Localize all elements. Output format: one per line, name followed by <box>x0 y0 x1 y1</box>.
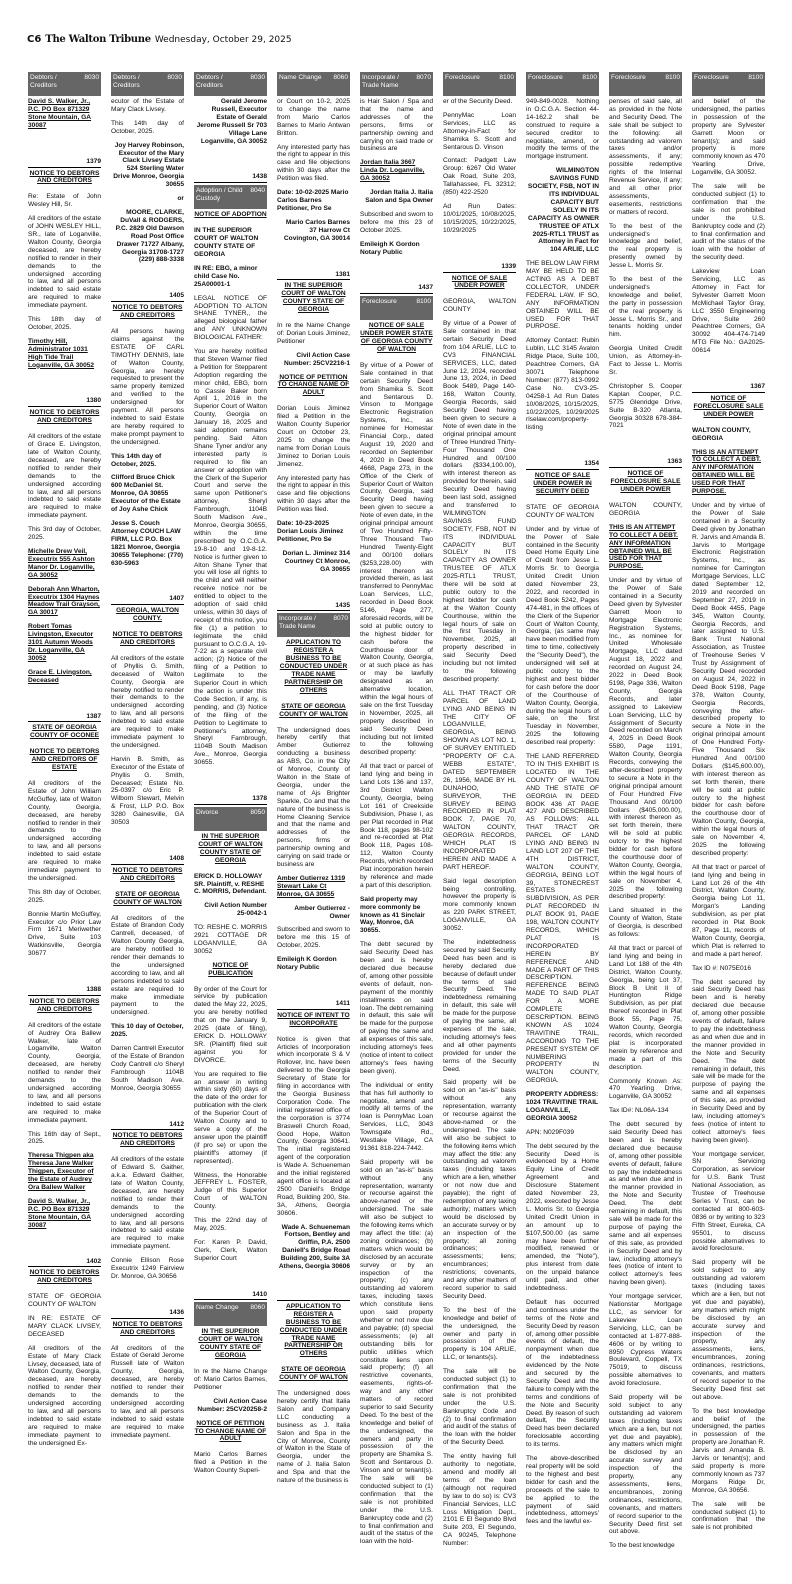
notice-paragraph: All creditors of the estate of Edward S. Gaither, a.k.a. Edward Gaither, late of Walton County, deceased, are hereby notified to render their demands to the undersigned according to law, and all persons indebted to said estate are required to make immediate payment. <box>111 1156 184 1251</box>
category-code: 8100 <box>665 74 680 81</box>
notice-paragraph: The undersigned does hereby certify that Italia Salon and Company LLC conducting a business as J. Italia Salon and Spa in the City of Monroe, County of Walton in the State of Georgia, under the name of J. Italia Salon and Spa and that the nature of the business is <box>277 1390 350 1485</box>
notice-signature: Jordan Italia J. Italia Salon and Spa Owner <box>365 189 433 204</box>
notice-paragraph: All creditors of the Estate of Brandon Cody Cantrell, deceased, of Walton County Georgia, are hereby notified to render their demands to the undersigned according to law, and all persons indebted to said estate are required to make immediate payment to the undersigned. <box>111 914 184 1017</box>
notice-paragraph: Ad Run Dates: 10/01/2025, 10/08/2025, 10/15/2025, 10/22/2025, 10/29/2025 <box>443 202 516 234</box>
column-4 <box>277 72 350 1577</box>
notice-paragraph: All creditors of the Estate of Mary Clack Livsey, deceased, late of Walton County, Georgia, deceased, are hereby notified to render their demands to the undersigned according to law, and all persons indebted to said estate are required to make immediate payment to the undersigned Ex- <box>28 1344 101 1447</box>
notice-paragraph: APN: N029F039 <box>526 1128 575 1136</box>
notice-paragraph: Dorian Louis Jiminez filed a Petition in the Walton County Superior Court on October 23, 2025 to change the name from Dorian Louis Jiminez to Dorian Louis Jimenez. <box>277 405 350 468</box>
notice-title: APPLICATION TO REGISTER A BUSINESS TO BE CONDUCTED UNDER TRADE NAME PARTNERSHIP OR OTHERS <box>279 639 348 694</box>
notice-title: NOTICE TO DEBTORS AND CREDITORS <box>112 866 183 882</box>
category-header <box>277 613 350 637</box>
notice-paragraph: Lakeview Loan Servicing, LLC as Attorney in Fact for Sylvester Garrett Moon McMichael Taylor Gray, LLC 3550 Engineering Drive, Suite 260 Peachtree Corners, GA 30092 404-474-7149 MTG File No.: GA2025-00614 <box>692 268 765 355</box>
ad-number: 1388 <box>28 986 101 996</box>
ad-number: 1354 <box>526 460 599 470</box>
notice-paragraph: The sale will be conducted subject (1) to confirmation that the sale is not prohibited under the U.S. Bankruptcy code and (2) to final confirmation and audit of the status of the loan with the holder of the security deed. <box>692 183 765 262</box>
notice-signature: MOORE, CLARKE, DuVall & RODGERS, P.C. 2829 Old Dawson Road Post Office Drawer 71727 Albany, Georgia 31708-1727 (229) 888-3338 <box>115 208 184 264</box>
column-6 <box>443 72 516 1577</box>
category-header <box>194 1302 267 1326</box>
notice-paragraph: Connie Ellison Rose Executrix 1249 Fairview Dr. Monroe, GA 30656 <box>111 1257 184 1280</box>
notice-title: NOTICE TO DEBTORS AND CREDITORS OF ESTATE <box>29 748 100 772</box>
category-label: Foreclosure <box>528 74 563 81</box>
notice-bold-text: Jesse S. Couch Attorney COUCH LAW FIRM, LLC P.O. Box 1821 Monroe, Georgia 30655 Telephone: (770) 630-5963 <box>111 519 184 567</box>
ad-number: 1411 <box>277 1000 350 1010</box>
notice-paragraph: penses of said sale, all as provided in the Note and Security Deed. The sale shall be subject to the following: all outstanding ad valorem taxes and/or assessments, if any; possible redemptive rights of the Internal Revenue Service, if any; and all other prior assessments, easements, restrictions or matters of record. <box>609 98 682 216</box>
notice-title: NOTICE TO DEBTORS AND CREDITORS <box>29 409 100 425</box>
notice-paragraph: Said property will be sold subject to any outstanding ad valorem taxes (including taxes which are a lien, but not yet due and payable), any matters which might be disclosed by an accurate survey and inspection of the property, any assessments, liens, encumbrances, zoning ordinances, restrictions, covenants, and matters of record superior to the Security Deed first set out above. <box>692 1259 765 1401</box>
notice-bold-text: IN RE: EBG, a minor child Case No. 25A00001-1 <box>194 264 258 288</box>
notice-signature: or <box>177 195 184 203</box>
notice-paragraph: All that tract or parcel of land lying and being in Land Lots 136 and 137, 3rd District Walton County, Georgia, being Lot 161 of Creekside Subdivision, Phase I, as per Plat recorded in Plat Book 118, pages 98-102 and re-recorded at Plat Book 118, Pages 108-112, Walton County Records, which recorded Plat incorporation herein by reference and made a part of this description. <box>360 763 433 889</box>
notice-paragraph: Contact: Padgett Law Group: 6267 Old Water Oak Road, Suite 203, Tallahassee, FL 32312; (850) 422-2520 <box>443 157 516 197</box>
notice-title: NOTICE TO DEBTORS AND CREDITORS <box>112 1320 183 1336</box>
notice-title: NOTICE OF SALE UNDER POWER <box>451 274 508 290</box>
notice-paragraph: You are hereby notified that Steven Warner filed a Petition for Stepparent Adoption regarding the minor child, EBG, born to Cassie Baker born April 1, 2016 in the Superior Court of Walton County, Georgia on January 16, 2025 and said adoption remains pending. Said Alton Shane Tyner and/or any interested party is required to file an answer or adoption with the Clerk of the Superior Court and serve the same upon Petitioner's attorney, Sheryl Farnbrough, 1104B South Madison Ave., Monroe, Georgia 30655, within the time prescribed by O.C.G.A. 19-8-10 and 19-8-12. Notice is further given to Alton Shane Tyner that you will lose all rights to the child and will neither receive notice nor be entitled to object to the adoption of said child unless, within 30 days of receipt of this notice, you file (1) a petition to legitimate the child pursuant to O.C.G.A. 19-7-22 as a separate civil action; (2) Notice of the filing of a Petition to Legitimate to the Superior Court in which the action is under this Code Section, if any, is pending, and (3) Notice of the filing of the Petition to Legitimate to Petitioner's attorney, Sheryl Farnbrough, 1104B South Madison Ave., Monroe, Georgia 30655. <box>194 348 267 767</box>
notice-underlined-text: Amber Gutierrez 1319 Stewart Lake Ct Monroe, GA 30655 <box>277 874 346 898</box>
category-header <box>692 72 765 96</box>
notice-paragraph: By virtue of a Power of Sale contained in that certain Security Deed from Shamika S. Scott and Sentarous D. Vinson to Mortgage Electronic Registration Systems, Inc., as nominee for Homestar Financial Corp., dated August 19, 2020 and recorded on September 4, 2020 in Deed Book 4668, Page 273, in the Office of the Clerk of Superior Court of Walton County, Georgia, said Security Deed having been given to secure a Note of even date, in the original principal amount of Two Hundred Fifty-Three Thousand Two Hundred Twenty-Eight and 00/100 dollars ($253,228.00) with interest thereon as provided therein, as last transferred to PennyMac Loan Services, LLC, recorded in Deed Book 5146, Page 277, aforesaid records, will be sold at public outcry to the highest bidder for cash before the Courthouse door of Walton County, Georgia, or at such place as has or may be lawfully designated as an alternative location, within the legal hours of sale on the first Tuesday in November, 2025, all property described in said Security Deed including but not limited to the following described property: <box>360 361 433 757</box>
category-header <box>609 72 682 96</box>
notice-paragraph: ALL THAT TRACT OR PARCEL OF LAND LYING AND BEING IN THE CITY OF LOGANVILLE, GEORGIA, BEING SHOWN AS LOT NO. 1, OF SURVEY ENTITLED "PROPERTY OF C.A. WEBB ESTATE", DATED SEPTEMBER 26, 1956, MADE BY HL DUNAHOO, SURVEYOR, THE SURVEY BEING RECORDED IN PLAT BOOK 7, PAGE 70, WALTON COUNTY, GEORGIA RECORDS, WHICH PLAT IS INCORPORATED HEREIN AND MADE A PART HEREOF. <box>443 689 516 871</box>
notice-bold-text: ERICK D. HOLLOWAY SR. Plaintiff, v. RESHE C. MORRIS, Defendant. <box>194 872 267 896</box>
column-9 <box>692 72 765 1577</box>
category-code: 8060 <box>250 1304 265 1312</box>
newspaper-logo: The Walton Tribune <box>45 34 151 45</box>
notice-paragraph: is Hair Salon / Spa and that the name and addresses of the persons, firms or partnership owning and carrying on said trade or business are <box>360 98 433 153</box>
legal-notices-columns <box>28 72 770 1577</box>
notice-title: NOTICE OF PETITION TO CHANGE NAME OF ADULT <box>277 373 350 397</box>
category-code: 8100 <box>499 74 514 81</box>
notice-signature: Civil Action Case Number: 25CV20258-2 <box>197 1397 267 1413</box>
notice-paragraph: Tax ID#: NL06A-134 <box>609 1107 669 1115</box>
notice-underlined-text: David S. Walker, Jr., P.C. PO Box 871329 Stone Mountain, GA 30087 <box>28 1197 92 1229</box>
notice-paragraph: All creditors of the estate of Grace E. Livingston, late of Walton County, deceased, are hereby notified to render their demands to the undersigned according to law, and all persons indebted to said estate are required to make immediate payment. <box>28 433 101 520</box>
notice-title: NOTICE OF PUBLICATION <box>208 961 253 977</box>
category-label: Incorporate / Trade Name <box>279 615 317 631</box>
notice-underlined-text: Theresa Thigpen aka Theresa Jane Walker Thigpen, Executor of the Estate of Audrey Ora Ballew Walker <box>28 1152 94 1191</box>
category-label: Name Change <box>196 1304 239 1312</box>
notice-paragraph: The above-described real property will be sold to the highest and best bidder for cash and the proceeds of the sale to be applied to the payment of said indebtedness, attorneys' fees and the lawful ex- <box>526 1455 599 1526</box>
notice-paragraph: All creditors of the Estate of Gerald Jerome Russell late of Walton County, Georgia, deceased, are hereby notified to render their demands to the undersigned according to law, and all persons indebted to said estate are required to make immediate payment. <box>111 1344 184 1439</box>
notice-paragraph: IN RE: ESTATE OF MARY CLACK LIVSEY, DECEASED <box>28 1315 101 1338</box>
notice-title: NOTICE OF PETITION TO CHANGE NAME OF ADULT <box>194 1419 267 1443</box>
notice-paragraph: To the best knowledge and belief of the undersigned, the parties in possession of the property are Jonathan R. Jarvis and Amanda B. Jarvis or tenant(s); and said property is more commonly known as 737 Morgans Ridge Dr, Monroe, GA 30656. <box>692 1407 765 1494</box>
notice-paragraph: Notice is given that Articles of Incorporation which incorporate S & V Rollover, Inc. have been delivered to the Georgia Secretary of State for filing in accordance with the Georgia Business Corporation Code. The initial registered office of the corporation is 3774 Braswell Church Road, Good Hope, Walton County, Georgia 30641. The initial registered agent of the corporation is Wade A. Schueneman and the initial registered agent office is located at 2500 Daniell's Bridge Road, Building 200, Ste. 3A, Athens, Georgia 30606. <box>277 1035 350 1217</box>
notice-title: NOTICE TO DEBTORS AND CREDITORS <box>112 631 183 647</box>
notice-title: NOTICE OF FORECLOSURE SALE UNDER POWER <box>693 395 764 418</box>
notice-title: IN THE SUPERIOR COURT OF WALTON COUNTY STATE OF GEORGIA <box>198 1328 263 1360</box>
notice-paragraph: The sale will be conducted subject (1) to confirmation that the sale is not prohibited <box>692 1500 765 1532</box>
notice-paragraph: Any interested party has the right to appear in this case and file objections within 30 days after the Petition was filed. <box>277 474 350 514</box>
notice-paragraph: Attorney Contact: Rubin Lublin, LLC 3145 Avalon Ridge Place, Suite 100, Peachtree Corners, GA 30071 Telephone Number: (877) 813-0992 Case No. CV3-25-04258-1 Ad Run Dates 10/08/2025, 10/15/2025, 10/22/2025, 10/29/2025 rlselaw.com/property-listing <box>526 337 599 432</box>
notice-paragraph: THE BELOW LAW FIRM MAY BE HELD TO BE ACTING AS A DEBT COLLECTOR, UNDER FEDERAL LAW. IF SO, ANY INFORMATION OBTAINED WILL BE USED FOR THAT PURPOSE. <box>526 260 599 331</box>
ad-number: 1438 <box>194 173 267 183</box>
notice-paragraph: er of the Security Deed. <box>443 98 513 105</box>
notice-paragraph: or Court on 10-2, 2025 to change the name from Mario Carlos Barnes to Mario Antwan Britton. <box>277 98 350 137</box>
category-label: Debtors / Creditors <box>196 74 223 89</box>
category-code: 8040 <box>250 187 265 195</box>
ad-number: 1378 <box>194 795 267 805</box>
notice-paragraph: Said property will be sold on an "as-is" basis without any representation, warranty or recourse against the above-named or the undersigned. The sale will also be subject to the following items which may affect the title: any outstanding ad valorem taxes (including taxes which are a lien, whether or not now due and payable); the right of redemption of any taxing authority; matters which would be disclosed by an accurate survey or by an inspection of the property; all zoning ordinances; assessments; liens; encumbrances; restrictions; covenants, and any other matters of record superior to said Security Deed. <box>443 1079 516 1300</box>
category-header <box>360 296 433 320</box>
notice-title: NOTICE OF SALE UNDER POWER IN SECURITY DEED <box>533 472 592 495</box>
notice-title: STATE OF GEORGIA COUNTY OF OCONEE <box>29 724 100 740</box>
notice-paragraph: ecutor of the Estate of Mary Clack Livsey. <box>111 98 184 113</box>
notice-paragraph: LEGAL NOTICE OF ADOPTION TO ALTON SHANE TYNER,, the alleged biological father and ANY UNKNOWN BIOLOGICAL FATHER: <box>194 294 267 342</box>
notice-paragraph: In re the Name Change of: Mario Carlos Barnes, Petitioner <box>194 1368 267 1391</box>
notice-signature: Joy Harvey Robinson, Executor of the Mary Clack Livsey Estate 524 Sterling Water Drive Monroe, Georgia 30655 <box>113 141 184 189</box>
notice-paragraph: WALTON COUNTY, GEORGIA <box>609 501 682 517</box>
notice-paragraph: Said legal description being controlling, however the property is more commonly known as 220 PARK STREET, LOGANVILLE, GA 30052. <box>443 877 516 933</box>
category-header <box>194 807 267 831</box>
notice-paragraph: The sale will be conducted subject (1) to confirmation that the sale is not prohibited under the U.S. Bankruptcy Code and (2) to final confirmation and audit of the status of the loan with the holder of the Security Deed. <box>443 1368 516 1447</box>
notice-paragraph: This 18th day of October, 2025. <box>28 316 101 331</box>
category-header <box>28 72 101 96</box>
notice-paragraph: PennyMac Loan Services, LLC as Attorney-in-Fact for Shamika S. Scott and Sentarous D. Vinson <box>443 111 516 151</box>
notice-underlined-text: THIS IS AN ATTEMPT TO COLLECT A DEBT. ANY INFORMATION OBTAINED WILL BE USED FOR THAT PURPOSE. <box>692 448 761 496</box>
category-label: Debtors / Creditors <box>113 74 140 89</box>
notice-signature: Gerald Jerome Russell, Executor Estate of Gerald Jerome Russell Sr 703 Village Lane Loganville, GA 30052 <box>196 98 267 145</box>
column-2 <box>111 72 184 1577</box>
notice-paragraph: This 16th day of Sept., 2025. <box>28 1130 101 1146</box>
notice-paragraph: Land situated in the County of Walton, State of Georgia, is described as follows: <box>609 907 682 939</box>
category-label: Name Change <box>279 74 322 81</box>
notice-underlined-text: THIS IS AN ATTEMPT TO COLLECT A DEBT. ANY INFORMATION OBTAINED WILL BE USED FOR THAT PURPOSE. <box>609 523 678 571</box>
notice-paragraph: You are required to file an answer in writing within sixty (60) days of the date of the order for publication with the clerk of the Superior Court of Walton County and to serve a copy of the answer upon the plaintiff (if pro se) or upon the plaintiff's attorney (if represented). <box>194 1070 267 1165</box>
notice-underlined-text: Jordan Italia 3667 Linda Dr. Loganville, GA 30052 <box>360 159 425 183</box>
notice-paragraph: All that tract or parcel of land lying and being in Land Lot 188 of the 4th District, Walton County, Georgia, being Lot 37, Block B Unit II of Huntington Ridge Subdivision, as per plat thereof recorded in Plat Book 55, Page 75, Walton County, Georgia records, which recorded plat is incorporated herein by reference and made a part of this description. <box>609 945 682 1071</box>
notice-paragraph: All that tract or parcel of land lying and being in Land Lot 26 of the 4th District, Walton County, Georgia being Lot 11, Morgan's Landing subdivision, as per plat recorded in Plat Book 87, Page 11, records of Walton County, Georgia, which Plat is referred to and made a part hereof. <box>692 863 765 958</box>
notice-title: IN THE SUPERIOR COURT OF WALTON COUNTY STATE OF GEORGIA <box>281 282 346 314</box>
notice-paragraph: The debt secured by said Security Deed has been and is hereby declared due because of, among other possible events of default, failure to pay the indebtedness as and when due and in the manner provided in the Note and Security Deed. The debt remaining in default, this sale will be made for the purpose of paying the same and all expenses of this sale, as provided in Security Deed and by law, including attorney's fees (notice of intent to collect attorney's fees having been given). <box>609 1121 682 1287</box>
notice-title: NOTICE TO DEBTORS AND CREDITORS <box>29 997 100 1013</box>
notice-paragraph: The individual or entity that has full authority to negotiate, amend and modify all terms of the loan is PennyMac Loan Services, LLC, 3043 Townsgate Rd., Westlake Village, CA 91361 818-224-7442. <box>360 1081 433 1152</box>
notice-paragraph: All persons having claims against the ESTATE OF CARL TIMOTHY DENNIS, late of Walton County, Georgia, are hereby requested to present the same properly itemized and verified to the undersigned for payment. All persons indebted to said Estate are hereby required to make prompt payment to the undersigned. <box>111 328 184 446</box>
category-label: Adoption / Child Custody <box>196 187 243 203</box>
notice-paragraph: All creditors of the Estate of John William McGuffey, late of Walton County, Georgia, deceased, are hereby notified to render in their demands to the undersigned according to law, and all persons indebted to said estate are required to make immediate payment to the undersigned. <box>28 780 101 882</box>
notice-paragraph: Tax ID #: N075E016 <box>692 964 752 972</box>
notice-paragraph: This the 22nd day of May, 2025. <box>194 1217 267 1232</box>
notice-paragraph: To the best of the undersigned's knowledge and belief, the real property is presently owned by Jesse L. Morris Sr. <box>609 222 682 270</box>
category-label: Foreclosure <box>611 74 646 81</box>
notice-bold-text: Clifford Bruce Chick 600 McDaniel St. Monroe, GA 30655 Executor of the Estate of Joy Ashe Chick <box>111 474 181 514</box>
notice-paragraph: This 8th day of October, 2025. <box>28 888 101 904</box>
ad-number: 1405 <box>111 292 184 302</box>
notice-bold-text: Said property may more commonly be known as 41 Sinclair Way, Monroe, GA 30655. <box>360 895 425 935</box>
ad-number: 1412 <box>111 1121 184 1131</box>
notice-paragraph: Re: Estate of John Wesley Hill, Sr. <box>28 193 101 209</box>
column-7 <box>526 72 599 1577</box>
column-8 <box>609 72 682 1577</box>
notice-paragraph: Georgia United Credit Union, as Attorney-in-Fact to Jesse L. Morris Sr. <box>609 345 682 376</box>
notice-paragraph: Bonnie Martin McGuffey, Executor c/o Prior Law Firm 1671 Meriwether Drive, Suite 103 Watkinsville, Georgia 30677 <box>28 910 101 958</box>
notice-paragraph: STATE OF GEORGIA COUNTY OF WALTON <box>526 503 599 519</box>
category-label: Foreclosure <box>445 74 480 81</box>
category-label: Foreclosure <box>694 74 729 81</box>
notice-signature: Civil Action Number 25-0042-1 <box>204 902 267 918</box>
notice-underlined-text: Grace E. Livingston, Deceased <box>28 668 92 684</box>
notice-title: NOTICE TO DEBTORS AND CREDITORS <box>112 1132 183 1148</box>
ad-number: 1436 <box>111 1309 184 1319</box>
notice-signature: Wade A. Schueneman Fortson, Bentley and Griffin, P.A. 2500 Daniell's Bridge Road Building 200, Suite 3A Athens, Georgia 30606 <box>278 1223 350 1271</box>
notice-paragraph: Christopher S. Cooper Kaplan Cooper, P.C. 5775 Glenridge Drive, Suite B-320 Atlanta, Georgia 30328 678-384-7021 <box>609 382 682 430</box>
issue-date: Wednesday, October 29, 2025 <box>154 35 292 45</box>
notice-signature: Dorian L. Jiminez 314 Courtney Ct Monroe, GA 30655 <box>282 549 350 573</box>
notice-paragraph: All creditors of the estate of Audrey Ora Ballew Walker, late of Loganville, Walton County, Georgia, deceased, are hereby notified to render their demands to the undersigned according to law, and all persons indebted to said estate are required to make immediate payment. <box>28 1021 101 1124</box>
ad-number <box>277 1299 350 1301</box>
notice-title: NOTICE OF FORECLOSURE SALE UNDER POWER <box>610 470 681 494</box>
ad-number: 1435 <box>277 602 350 612</box>
category-header <box>277 72 350 96</box>
ad-number: 1437 <box>360 284 433 294</box>
notice-paragraph: 949-849-0028. Nothing in O.C.G.A. Section 44-14-162.2 shall be construed to require a secured creditor to negotiate, amend, or modify the terms of the mortgage instrument. <box>526 98 599 161</box>
masthead <box>27 34 292 50</box>
notice-paragraph: Commonly Known As: 470 Yearling Drive, Loganville, GA 30052 <box>609 1077 682 1101</box>
notice-bold-text: Date: 10-02-2025 Mario Carlos Barnes Petitioner, Pro Se <box>277 189 349 212</box>
category-code: 8050 <box>250 808 265 816</box>
category-code: 8030 <box>84 74 99 81</box>
notice-underlined-text: Michelle Drew Veil, Executrix 555 Ashton Manor Dr. Loganville, GA 30052 <box>28 547 95 579</box>
notice-underlined-text: David S. Walker, Jr., P.C. PO Box 871329 Stone Mountain, GA 30087 <box>28 98 92 129</box>
notice-paragraph: Your mortgage servicer, Nationstar Mortgage LLC, as servicer for Lakeview Loan Servicing, LLC, can be contacted at 1-877-888-4606 or by writing to 8950 Cypress Waters Boulevard, Coppell, TX 75019, to discuss possible alternatives to avoid foreclosure. <box>609 1293 682 1388</box>
notice-paragraph: Subscribed and sworn to before me this 23 of October 2025. <box>360 210 433 234</box>
notice-paragraph: This 3rd day of October, 2025. <box>28 526 101 542</box>
category-code: 8030 <box>167 74 182 81</box>
ad-number: 1402 <box>28 1258 101 1268</box>
notice-paragraph: Witness, the Honorable JEFFREY L. FOSTER, Judge of this Superior Court of WALTON County. <box>194 1171 267 1211</box>
notice-underlined-text: Deborah Ann Wharton, Executrix 1304 Haynes Meadow Trail Grayson, GA 30017 <box>28 585 100 617</box>
notice-title: NOTICE TO DEBTORS AND CREDITORS <box>29 169 100 185</box>
notice-signature: Civil Action Case Number: 25CV2216-1 <box>284 351 350 367</box>
ad-number: 1410 <box>194 1291 267 1301</box>
column-3 <box>194 72 267 1577</box>
ad-number: 1367 <box>692 383 765 393</box>
notice-bold-text: Emileigh K Gordon Notary Public <box>360 240 420 256</box>
ad-number: 1380 <box>28 397 101 407</box>
ad-number: 1408 <box>111 855 184 865</box>
notice-bold-text: WALTON COUNTY, GEORGIA <box>692 426 751 442</box>
notice-title: STATE OF GEORGIA COUNTY OF WALTON <box>279 1366 348 1382</box>
ad-number: 1381 <box>277 271 350 281</box>
notice-title: NOTICE OF INTENT TO INCORPORATE <box>277 1011 350 1027</box>
notice-underlined-text: Timothy Hill, Administrator 1031 High Tide Trail Loganville, GA 30052 <box>28 337 95 369</box>
notice-paragraph: Subscribed and sworn to before me this 15 of October, 2025. <box>277 926 350 950</box>
category-header <box>194 72 267 96</box>
notice-bold-text: This 10 day of October, 2025. <box>111 1023 184 1039</box>
notice-title: NOTICE TO DEBTORS AND CREDITORS <box>112 304 183 320</box>
category-header <box>194 185 267 209</box>
notice-paragraph: By order of the Court for service by publication dated the May 22, 2025, you are hereby notified that on the January 9, 2025 (date of filing), ERICK D. HOLLOWAY SR. (Plaintiff) filed suit against you for DIVORCE. <box>194 985 267 1064</box>
ad-number: 1387 <box>28 713 101 723</box>
notice-bold-text: IN THE SUPERIOR COURT OF WALTON COUNTY STATE OF GEORGIA <box>194 227 259 258</box>
category-code: 8070 <box>416 74 431 81</box>
column-5 <box>360 72 433 1577</box>
notice-paragraph: and belief of the undersigned, the parties in possession of the property are Sylvester Garrett Moon or tenant(s); and said property is more commonly known as 470 Yearling Drive, Loganville, GA 30052. <box>692 98 765 177</box>
notice-paragraph: Said property will be sold on an "as-is" basis without any representation, warranty or recourse against the above-named or the undersigned. The sale will also be subject to the following items which may affect the title: (a) zoning ordinances; (b) matters which would be disclosed by an accurate survey or by an inspection of the property; (c) any outstanding ad valorem taxes, including taxes which constitute liens upon said property whether or not now due and payable; (d) special assessments; (e) all outstanding bills for public utilities which constitute liens upon said property; (f) all restrictive covenants, easements, rights-of-way and any other matters of record superior to said Security Deed. To the best of the knowledge and belief of the undersigned, the owners and party in possession of the property are Shamika S. Scott and Sentarous D. Vinson and or tenant(s). The sale will be conducted subject to (1) confirmation that the sale is not prohibited under the U.S. Bankruptcy code and (2) to final confirmation and audit of the status of the loan with the hold- <box>360 1158 433 1546</box>
notice-title: NOTICE OF ADOPTION <box>194 211 267 219</box>
ad-number: 1339 <box>443 263 516 273</box>
notice-signature: Amber Gutierrez - Owner <box>294 904 350 920</box>
notice-paragraph: The indebtedness secured by said Security Deed has been and is hereby declared due because of default under the terms of said Security Deed. The indebtedness remaining in default, this sale will be made for the purpose of paying the same, all expenses of the sale, including attorney's fees and all other payments provided for under the terms of the Security Deed. <box>443 939 516 1073</box>
notice-title: STATE OF GEORGIA COUNTY OF WALTON <box>279 702 348 718</box>
notice-bold-text: PROPERTY ADDRESS: 1024 TRAVITINE TRAIL LOGANVILLE, GEORGIA 30052 <box>526 1091 599 1122</box>
notice-bold-text: This 14th day of October, 2025. <box>111 452 162 468</box>
notice-paragraph: Under and by virtue of the Power of Sale contained in a Security Deed given by Sylvester Garrett Moon to Mortgage Electronic Registration Systems, Inc., as nominee for United Wholesale Mortgage, LLC dated August 18, 2022 and recorded on August 24, 2022 in Deed Book 5198, Page 336, Walton County, Georgia Records, and later assigned to Lakeview Loan Servicing, LLC by Assignment of Security Deed recorded on March 4, 2025 in Deed Book 5580, Page 1191, Walton County, Georgia Records, conveying the after-described property to secure a Note in the original principal amount of Four Hundred Five Thousand And 00/100 Dollars ($405,000.00), with interest thereon as set forth therein, there will be sold at public outcry to the highest bidder for cash before the courthouse door of Walton County, Georgia, within the legal hours of sale on November 4, 2025 the following described property: <box>609 577 682 901</box>
notice-paragraph: Any interested party has the right to appear in this case and file objections within 30 days after the Petition was filed. <box>277 143 350 183</box>
notice-paragraph: TO: RESHE C. MORRIS 2921 COTTAGE DR LOGANVILLE, GA 30052 <box>194 924 267 955</box>
notice-title: STATE OF GEORGIA COUNTY OF WALTON <box>113 890 182 906</box>
notice-paragraph: All creditors of the estate of Phyllis G. Smith, deceased of Walton County, Georgia are hereby notified to render their demands to the undersigned according to law, and all persons indebted to said estate are required to make immediate payment to the undersigned. <box>111 654 184 749</box>
category-code: 8100 <box>416 298 431 306</box>
notice-title: NOTICE OF SALE UNDER POWER STATE OF GEORGIA COUNTY OF WALTON <box>360 322 433 354</box>
category-code: 8100 <box>748 74 763 81</box>
category-label: Divorce <box>196 808 219 816</box>
notice-paragraph: THE LAND REFERRED TO IN THIS EXHIBIT IS LOCATED IN THE COUNTY OF WALTON AND THE STATE OF GEORGIA IN DEED BOOK 436 AT PAGE 427 AND DESCRIBED AS FOLLOWS: ALL THAT TRACT OR PARCEL OF LAND LYING AND BEING IN LAND LOT 207 OF THE 4TH DISTRICT, WALTON COUNTY, GEORGIA, BEING LOT 39, STONECREST ESTATES SUBDIVISION, AS PER PLAT RECORDED IN PLAT BOOK 91, PAGE 198, WALTON COUNTY RECORDS, WHICH PLAT IS INCORPORATED HEREIN BY REFERENCE AND MADE A PART OF THIS DESCRIPTION. REFERENCE BEING MADE TO SAID PLAT FOR A MORE COMPLETE DESCRIPTION. BEING KNOWN AS 1024 TRAVITINE TRAIL, ACCORDING TO THE PRESENT SYSTEM OF NUMBERING PROPERTY IN WALTON COUNTY, GEORGIA. <box>526 753 599 1085</box>
notice-paragraph: To the best of the undersigned's knowledge and belief, the party in possession of the real property is Jesse L. Morris Sr., and tenants holding under him. <box>609 276 682 339</box>
category-label: Foreclosure <box>362 298 397 306</box>
ad-number: 1407 <box>111 595 184 605</box>
notice-paragraph: The entity having full authority to negotiate, amend and modify all terms of the loan (although not required by law to do so) is: CV3 Financial Services, LLC Loss Mitigation Dept., 2101 E El Segundo Blvd Suite 203, El Segundo, CA 90245, Telephone Number: <box>443 1453 516 1548</box>
notice-paragraph: Mario Carlos Barnes filed a Petition in the Walton County Superi- <box>194 1451 267 1475</box>
category-code: 8070 <box>333 615 348 623</box>
notice-title: NOTICE TO DEBTORS AND CREDITORS <box>29 1269 100 1285</box>
category-code: 8030 <box>250 74 265 81</box>
notice-paragraph: Your mortgage servicer, SN Servicing Corporation, as servicer for U.S. Bank Trust National Association, as Trustee of Treehouse Series V Trust, can be contacted at 800-603-0836 or by writing to 323 Fifth Street, Eureka, CA 95501, to discuss possible alternatives to avoid foreclosure. <box>692 1150 765 1253</box>
category-code: 8100 <box>582 74 597 81</box>
notice-paragraph: GEORGIA, WALTON COUNTY <box>443 298 516 314</box>
notice-paragraph: Under and by virtue of the Power of Sale contained in the Security Deed Home Equity Line of Credit from Jesse L. Morris Sr. to Georgia United Credit Union dated November 23, 2022, and recorded in Deed Book 5242, Pages 474-481, in the offices of the Clerk of the Superior Court of Walton County, Georgia, (as same may have been modified from time to time, collectively the "Security Deed"), the undersigned will sell at public outcry to the highest and best bidder for cash before the door of the Courthouse of Walton County, Georgia, during the legal hours of sale, on the first Tuesday in November, 2025 the following described real property: <box>526 525 599 747</box>
notice-paragraph: To the best knowledge <box>609 1542 675 1550</box>
notice-bold-text: Emileigh K Gordon Notary Public <box>277 956 337 972</box>
notice-bold-text: Date: 10-23-2025 Dorian Louis Jiminez Petitioner, Pro Se <box>277 520 344 543</box>
page-number: C6 <box>27 34 42 45</box>
notice-paragraph: All creditors of the estate of JOHN WESLEY HILL, SR., late of Loganville, Walton County, Georgia deceased, are hereby notified to render in their demands to the undersigned according to law, and all persons indebted to said estate are required to make immediate payment. <box>28 215 101 310</box>
category-label: Debtors / Creditors <box>30 74 57 89</box>
notice-paragraph: Default has occurred and continues under the terms of the Note and Security Deed by reason of, among other possible events of default, the nonpayment when due of the indebtedness evidenced by the Note and secured by the Security Deed and the failure to comply with the terms and conditions of the Note and Security Deed. By reason of such default, the Security Deed has been declared foreclosable according to its terms. <box>526 1298 599 1449</box>
notice-paragraph: The undersigned does hereby certify that Amber Gutierrez conducting a business as ABS, Co. in the City of Monroe, County of Walton in the State of Georgia, under the name of Ajs Brighter Sparkle, Co and that the nature of the business is Home Cleaning Service and that the name and addresses of the persons, firms or partnership owning and carrying on said trade or business are <box>277 726 350 868</box>
notice-paragraph: Said property will be sold subject to any outstanding ad valorem taxes (including taxes which are a lien, but not yet due and payable), any matters which might be disclosed by an accurate survey and inspection of the property, any assessments, liens, encumbrances, zoning ordinances, restrictions, covenants, and matters of record superior to the Security Deed first set out above. <box>609 1394 682 1536</box>
notice-paragraph: STATE OF GEORGIA COUNTY OF WALTON <box>28 1293 101 1309</box>
notice-paragraph: For: Karen P. David, Clerk, Clerk, Walton Superior Court <box>194 1238 267 1262</box>
notice-paragraph: This 14th day of October, 2025. <box>111 119 184 135</box>
notice-paragraph: Harvin B. Smith, as Executor of the Estate of Phyllis G. Smith, Deceased; Estate No. 25-0397 c/o Eric P. Wilborn Stewart, Melvin & Frost, LLP P.O. Box 3280 Gainesville, GA 30503 <box>111 755 184 827</box>
notice-paragraph: In re the Name Change of: Dorian Louis Jiminez, Petitioner <box>277 322 350 345</box>
notice-paragraph: The debt secured by said Security Deed has been and is hereby declared due because of, among other possible events of default, non-payment of the monthly installments on said loan. The debt remaining in default, this sale will be made for the purpose of paying the same and all expenses of this sale, including attorney's fees (notice of intent to collect attorney's fees having been given). <box>360 941 433 1075</box>
ad-number: 1363 <box>609 458 682 468</box>
notice-paragraph: By virtue of a Power of Sale contained in that certain Security Deed from 104 ARLIE, LLC to CV3 FINANCIAL SERVICES, LLC, dated June 12, 2024, recorded June 13, 2024, in Deed Book 5489, Page 140-168, Walton County, Georgia Records, said Security Deed having been given to secure a Note of even date in the original principal amount of Three Hundred Thirty-Four Thousand One Hundred and 00/100 dollars ($334,100.00), with interest thereon as provided for therein, said Security Deed having been last sold, assigned and transferred to WILMINGTON SAVINGS FUND SOCIETY, FSB, NOT IN ITS INDIVIDUAL CAPACITY BUT SOLELY IN ITS CAPACITY AS OWNER TRUSTEE OF ATLX 2025-RTL1 TRUST, there will be sold at public outcry to the highest bidder for cash at the Walton County Courthouse, within the legal hours of sale on the first Tuesday in November, 2025, all property described in said Security Deed including but not limited to the following described property: <box>443 320 516 683</box>
notice-underlined-text: Robert Tomas Livingston, Executor 3101 Autumn Woods Dr. Loganville, GA 30052 <box>28 623 94 662</box>
notice-signature: WILMINGTON SAVINGS FUND SOCIETY, FSB, NOT IN ITS INDIVIDUAL CAPACITY BUT SOLELY IN ITS CAPACITY AS OWNER TRUSTEE OF ATLX 2025-RTL1 TRUST as Attorney in Fact for 104 ARLIE, LLC <box>527 167 599 254</box>
category-header <box>111 72 184 96</box>
notice-title: APPLICATION TO REGISTER A BUSINESS TO BE CONDUCTED UNDER TRADE NAME PARTNERSHIP OR OTHERS <box>279 1302 348 1358</box>
notice-paragraph: Under and by virtue of the Power of Sale contained in a Security Deed given by Jonathan R. Jarvis and Amanda B. Jarvis to Mortgage Electronic Registration Systems, Inc., as nominee for Carrington Mortgage Services, LLC dated September 12, 2019 and recorded on September 27, 2019 in Deed Book 4455, Page 345, Walton County, Georgia Records, and later assigned to U.S. Bank Trust National Association, as Trustee of Treehouse Series V Trust by Assignment of Security Deed recorded on August 24, 2022 in Deed Book 5198, Page 378, Walton County, Georgia Records, conveying the after-described property to secure a Note in the original principal amount of One Hundred Forty-Five Thousand Six Hundred And 00/100 Dollars ($145,600.00), with interest thereon as set forth therein, there will be sold at public outcry to the highest bidder for cash before the courthouse door of Walton County, Georgia, within the legal hours of sale on November 4, 2025 the following described property: <box>692 501 765 857</box>
notice-paragraph: The debt secured by said Security Deed has been and is hereby declared due because of, among other possible events of default, failure to pay the indebtedness as and when due and in the manner provided in the Note and Security Deed. The debt remaining in default, this sale will be made for the purpose of paying the same and all expenses of this sale, as provided in Security Deed and by law, including attorney's fees (notice of intent to collect attorney's fees having been given). <box>692 978 765 1144</box>
notice-paragraph: The debt secured by the Security Deed is evidenced by a Home Equity Line of Credit Agreement and Disclosure Statement dated November 23, 2022, executed by Jesse L. Morris Sr. to Georgia United Credit Union in an amount up to $107,500.00 (as same may have been further modified, renewed or amended, the "Note"), plus interest from date on the unpaid balance until paid, and other indebtedness. <box>526 1142 599 1292</box>
notice-signature: Mario Carlos Barnes 37 Harrow Ct Covington, GA 30014 <box>283 218 350 242</box>
notice-paragraph: To the best of the knowledge and belief of the undersigned, the owner and party in possession of the property is 104 ARLIE, LLC, or tenants(s). <box>443 1306 516 1362</box>
category-code: 8060 <box>333 74 348 81</box>
notice-title: IN THE SUPERIOR COURT OF WALTON COUNTY STATE OF GEORGIA <box>198 832 263 864</box>
category-header <box>443 72 516 96</box>
notice-title: GEORGIA, WALTON COUNTY. <box>116 607 179 623</box>
notice-paragraph: Darren Cantrell Executor of the Estate of Brandon Cody Cantrell c/o Sheryl Farnbrough 1104B South Madison Ave. Monroe, Georgia 30655 <box>111 1045 184 1092</box>
category-header <box>526 72 599 96</box>
category-label: Incorporate / Trade Name <box>362 74 400 89</box>
column-1 <box>28 72 101 1577</box>
ad-number: 1379 <box>28 158 101 168</box>
category-header <box>360 72 433 96</box>
